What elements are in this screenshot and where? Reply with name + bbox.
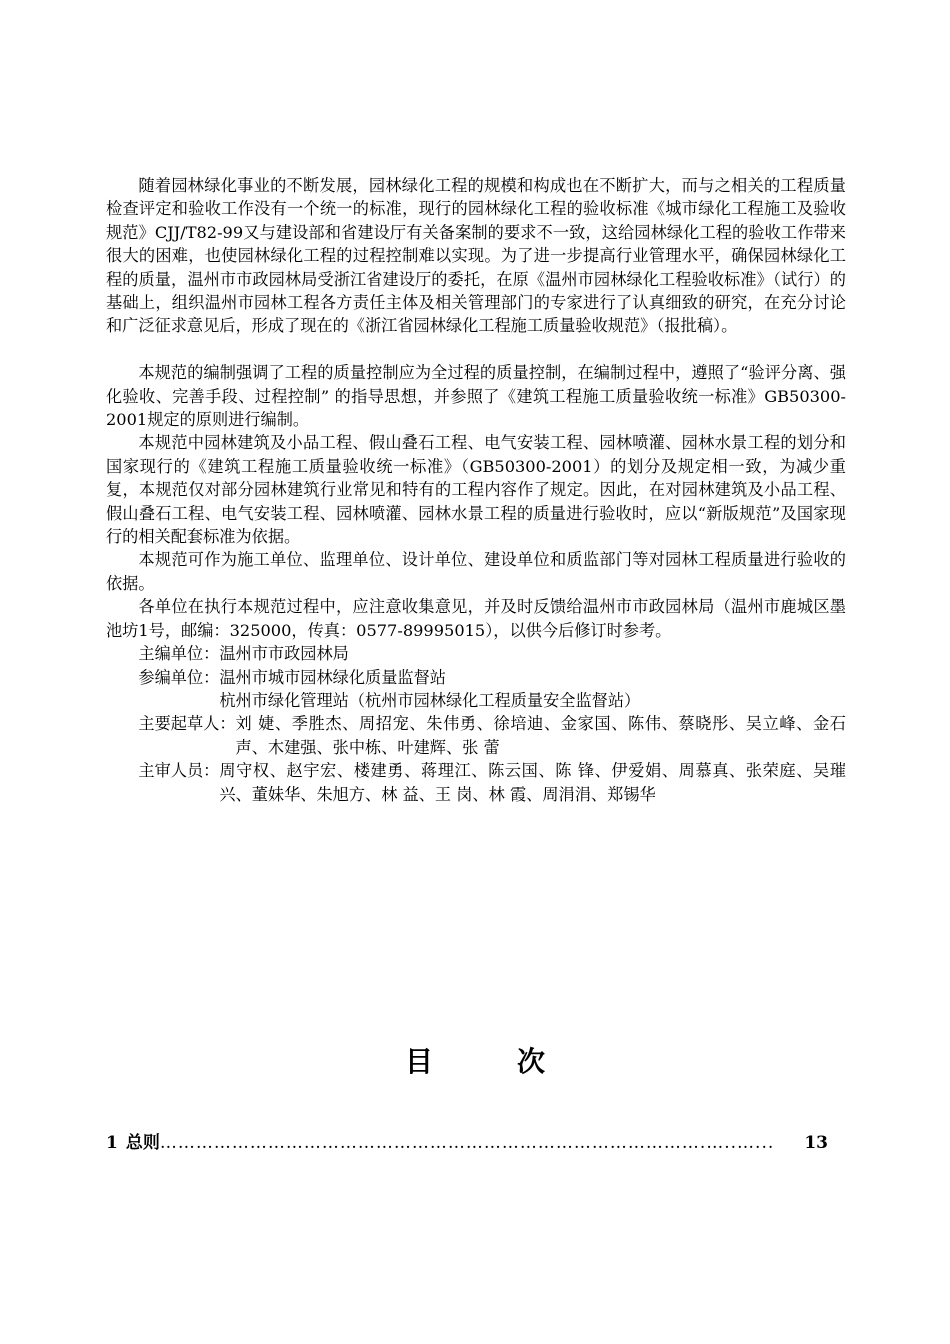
- chief-editor-row: [106, 642, 846, 665]
- preface-section: [106, 174, 846, 806]
- reviewers-value: 周守权、赵宇宏、楼建勇、蒋理江、陈云国、陈 锋、伊爱娟、周慕真、张荣庭、吴璀兴、董妹华、朱旭方、林 益、王 岗、林 霞、周涓涓、郑锡华: [219, 761, 846, 804]
- drafters-value: 刘 婕、季胜杰、周招宠、朱伟勇、徐培迪、金家国、陈伟、蔡晓彤、吴立峰、金石声、木建强、张中栋、叶建辉、张 蕾: [235, 714, 846, 757]
- toc-entry[interactable]: [106, 1128, 828, 1153]
- drafters-label: 主要起草人：: [138, 714, 236, 734]
- chief-editor-value: 温州市市政园林局: [219, 644, 349, 664]
- co-editor-label: 参编单位：: [138, 667, 220, 687]
- paragraph-spacer: [106, 338, 846, 361]
- co-editor-value-2: 杭州市绿化管理站（杭州市园林绿化工程质量安全监督站）: [219, 690, 641, 710]
- toc-title: [0, 1040, 950, 1080]
- toc-title-char-2: 次: [517, 1045, 546, 1078]
- preface-paragraph-2: 本规范的编制强调了工程的质量控制应为全过程的质量控制，在编制过程中，遵照了“验评分离、强化验收、完善手段、过程控制” 的指导思想，并参照了《建筑工程施工质量验收统一标准》GB50300-2001规定的原则进行编制。: [106, 363, 846, 430]
- preface-paragraph-1: 随着园林绿化事业的不断发展，园林绿化工程的规模和构成也在不断扩大，而与之相关的工程质量检查评定和验收工作没有一个统一的标准，现行的园林绿化工程的验收标准《城市绿化工程施工及验收规范》CJJ/T82-99又与建设部和省建设厅有关备案制的要求不一致，这给园林绿化工程的验收工作带来很大的困难，也使园林绿化工程的过程控制难以实现。为了进一步提高行业管理水平，确保园林绿化工程的质量，温州市市政园林局受浙江省建设厅的委托，在原《温州市园林绿化工程验收标准》（试行）的基础上，组织温州市园林工程各方责任主体及相关管理部门的专家进行了认真细致的研究，在充分讨论和广泛征求意见后，形成了现在的《浙江省园林绿化工程施工质量验收规范》（报批稿）。: [106, 176, 846, 336]
- toc-entry-number: 1: [106, 1133, 118, 1153]
- co-editor-value-1: 温州市城市园林绿化质量监督站: [219, 667, 446, 687]
- reviewers-row: [106, 759, 846, 806]
- preface-paragraph-5: 各单位在执行本规范过程中，应注意收集意见，并及时反馈给温州市市政园林局（温州市鹿城区墨池坊1号，邮编：325000，传真：0577-89995015），以供今后修订时参考。: [106, 597, 846, 640]
- toc-entry-leader: ……………………………………………………………………………….…..…...: [159, 1133, 775, 1153]
- reviewers-label: 主审人员：: [138, 761, 220, 781]
- toc-entry-label: 总则: [125, 1133, 160, 1153]
- co-editor-row: [106, 666, 846, 713]
- preface-paragraph-3: 本规范中园林建筑及小品工程、假山叠石工程、电气安装工程、园林喷灌、园林水景工程的划分和国家现行的《建筑工程施工质量验收统一标准》（GB50300-2001）的划分及规定相一致，为减少重复，本规范仅对部分园林建筑行业常见和特有的工程内容作了规定。因此，在对园林建筑及小品工程、假山叠石工程、电气安装工程、园林喷灌、园林水景工程的质量进行验收时，应以“新版规范”及国家现行的相关配套标准为依据。: [106, 433, 846, 547]
- drafters-row: [106, 712, 846, 759]
- co-editor-values: [219, 666, 846, 713]
- toc-title-char-1: 目: [404, 1045, 433, 1078]
- toc-entry-page: 13: [804, 1133, 828, 1153]
- preface-paragraph-4: 本规范可作为施工单位、监理单位、设计单位、建设单位和质监部门等对园林工程质量进行验收的依据。: [106, 550, 846, 593]
- chief-editor-label: 主编单位：: [138, 644, 220, 664]
